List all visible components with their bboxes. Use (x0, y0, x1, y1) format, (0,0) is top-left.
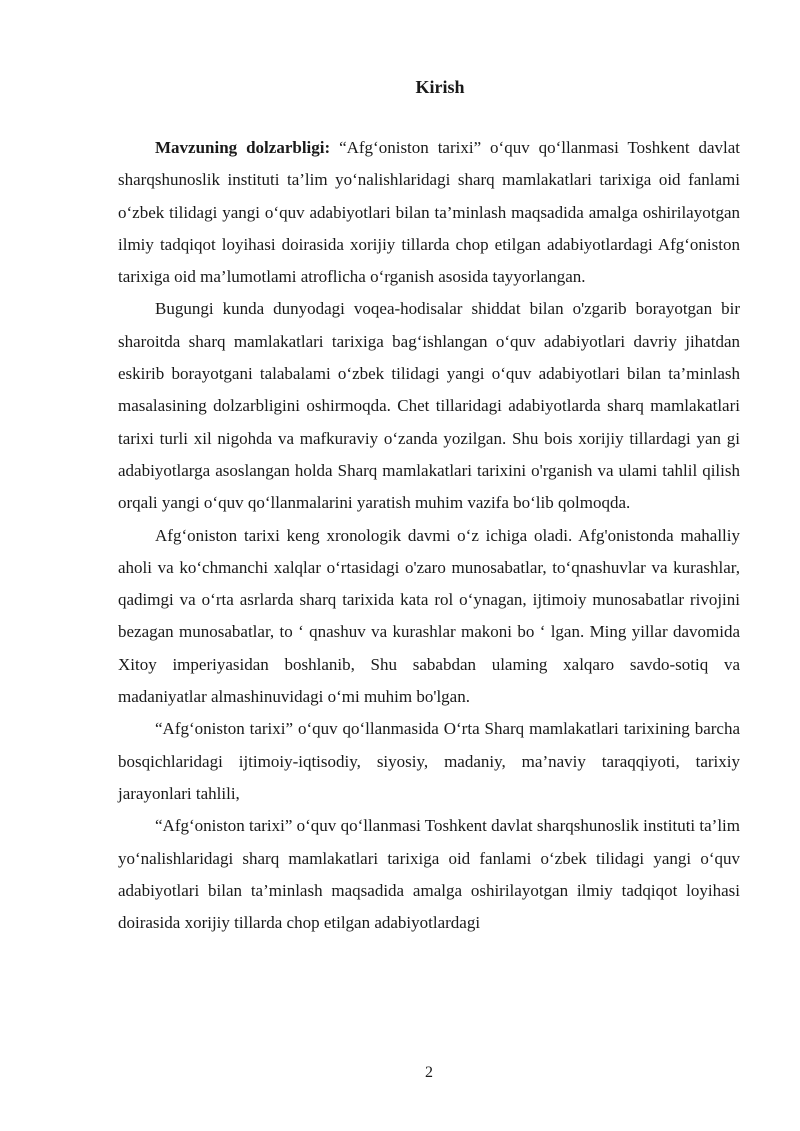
paragraph: Bugungi kunda dunyodagi voqea-hodisalar shiddat bilan o'zgarib borayotgan bir sharoitda sharq mamlakatlari tarixiga bag‘ishlangan o‘quv adabiyotlari davriy jihatdan eskirib borayotgani talabalami o‘zbek tilidagi yangi o‘quv adabiyotlari bilan ta’minlash masalasining dolzarbligini oshirmoqda. Chet tillaridagi adabiyotlarda sharq mamlakatlari tarixi turli xil nigohda va mafkuraviy o‘zanda yozilgan. Shu bois xorijiy tillardagi yan gi adabiyotlarga asoslangan holda Sharq mamlakatlari tarixini o'rganish va ulami tahlil qilish orqali yangi o‘quv qo‘llanmalarini yaratish muhim vazifa bo‘lib qolmoqda. (118, 299, 740, 513)
page-number: 2 (425, 1064, 433, 1081)
page-heading: Kirish (415, 77, 465, 97)
paragraph-text: “Afg‘oniston tarixi” o‘quv qo‘llanmasi Toshkent davlat sharqshunoslik instituti ta’lim yo‘nalishlaridagi sharq mamlakatlari tarixiga oid fanlami o‘zbek tilidagi yangi o‘quv adabiyotlari bilan ta’minlash maqsadida amalga oshirilayotgan ilmiy tadqiqot loyihasi doirasida xorijiy tillarda chop etilgan adabiyotlardagi Afg‘oniston tarixiga oid ma’lumotlami atroflicha o‘rganish asosida tayyorlangan. (118, 138, 741, 287)
paragraph: Afg‘oniston tarixi keng xronologik davmi o‘z ichiga oladi. Afg'onistonda mahalliy aholi va ko‘chmanchi xalqlar o‘rtasidagi o'zaro munosabatlar, to‘qnashuvlar va kurashlar, qadimgi va o‘rta asrlarda sharq tarixida kata rol o‘ynagan, ijtimoiy munosabatlar rivojini bezagan munosabatlar, to ‘ qnashuv va kurashlar makoni bo ‘ lgan. Ming yillar davomida Xitoy imperiyasidan boshlanib, Shu sababdan ulaming xalqaro savdo-sotiq va madaniyatlar almashinuvidagi o‘mi muhim bo'lgan. (118, 525, 740, 707)
paragraph-lead: Mavzuning dolzarbligi: (155, 138, 331, 157)
body-text (118, 132, 740, 939)
paragraph: “Afg‘oniston tarixi” o‘quv qo‘llanmasida O‘rta Sharq mamlakatlari tarixining barcha bosqichlaridagi ijtimoiy-iqtisodiy, siyosiy, madaniy, ma’naviy taraqqiyoti, tarixiy jarayonlari tahlili, (118, 719, 740, 803)
paragraph-relevance (118, 132, 740, 293)
paragraph: “Afg‘oniston tarixi” o‘quv qo‘llanmasi Toshkent davlat sharqshunoslik instituti ta’lim yo‘nalishlaridagi sharq mamlakatlari tarixiga oid fanlami o‘zbek tilidagi yangi o‘quv adabiyotlari bilan ta’minlash maqsadida amalga oshirilayotgan ilmiy tadqiqot loyihasi doirasida xorijiy tillarda chop etilgan adabiyotlardagi (118, 816, 740, 933)
